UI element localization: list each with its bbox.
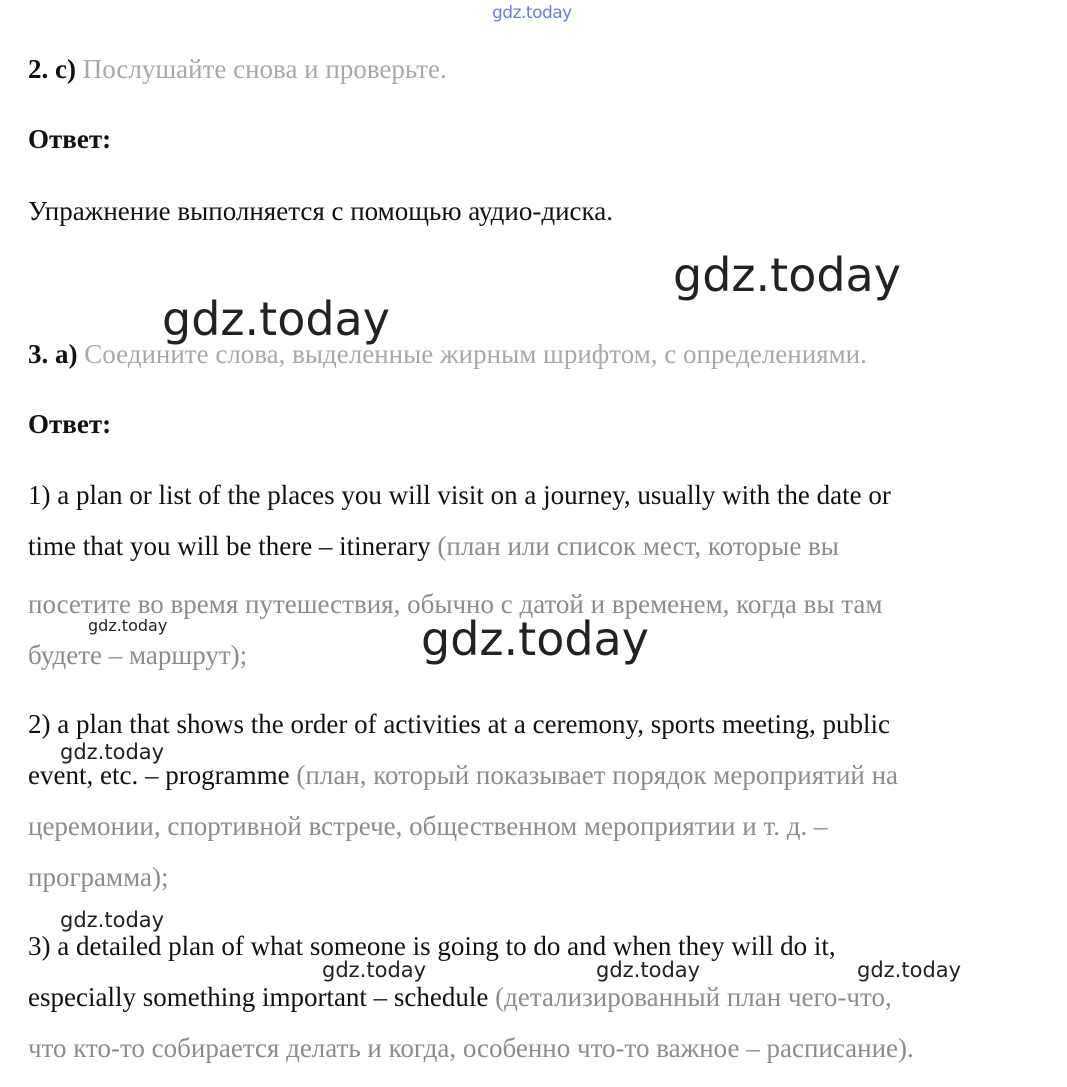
item2-en-text: event, etc. – programme (28, 760, 290, 790)
watermark-small-5: gdz.today (596, 958, 701, 982)
watermark-small-4: gdz.today (322, 958, 427, 982)
item1-line1: 1) a plan or list of the places you will visit on a journey, usually with the date or (28, 480, 891, 510)
item2-line3: церемонии, спортивной встрече, общественном мероприятии и т. д. – (28, 811, 828, 841)
item2-line4: программа); (28, 862, 169, 892)
item1-line4: будете – маршрут); (28, 640, 248, 670)
task2-heading (28, 54, 447, 84)
item3-line2 (28, 982, 892, 1012)
task3-heading (28, 339, 867, 369)
task3-answer-label: Ответ: (28, 409, 112, 439)
item3-en-text: especially something important – schedule (28, 982, 489, 1012)
item1-line3: посетите во время путешествия, обычно с датой и временем, когда вы там (28, 589, 883, 619)
task2-instruction: Послушайте снова и проверьте. (82, 54, 447, 84)
item1-ru-text: (план или список мест, которые вы (437, 531, 839, 561)
watermark-large-2: gdz.today (162, 292, 390, 346)
watermark-large-1: gdz.today (673, 248, 901, 302)
task3-instruction: Соедините слова, выделенные жирным шрифтом, с определениями. (84, 339, 867, 369)
item1-en-text: time that you will be there – itinerary (28, 531, 431, 561)
item2-line1: 2) a plan that shows the order of activities at a ceremony, sports meeting, public (28, 709, 890, 739)
watermark-small-3: gdz.today (60, 908, 165, 932)
item3-line1: 3) a detailed plan of what someone is going to do and when they will do it, (28, 931, 836, 961)
task3-number: 3. а) (28, 339, 78, 369)
item3-line3: что кто-то собирается делать и когда, особенно что-то важное – расписание). (28, 1033, 914, 1063)
task2-number: 2. с) (28, 54, 76, 84)
task2-answer-text: Упражнение выполняется с помощью аудио-диска. (28, 196, 613, 226)
watermark-small-1: gdz.today (88, 616, 168, 635)
watermark-top: gdz.today (492, 3, 572, 23)
watermark-small-6: gdz.today (857, 958, 962, 982)
item3-ru-text: (детализированный план чего-что, (495, 982, 892, 1012)
item2-ru-text: (план, который показывает порядок мероприятий на (296, 760, 899, 790)
task2-answer-label: Ответ: (28, 124, 112, 154)
watermark-small-2: gdz.today (60, 740, 165, 764)
item1-line2 (28, 531, 839, 561)
item2-line2 (28, 760, 898, 790)
watermark-large-3: gdz.today (421, 612, 649, 666)
